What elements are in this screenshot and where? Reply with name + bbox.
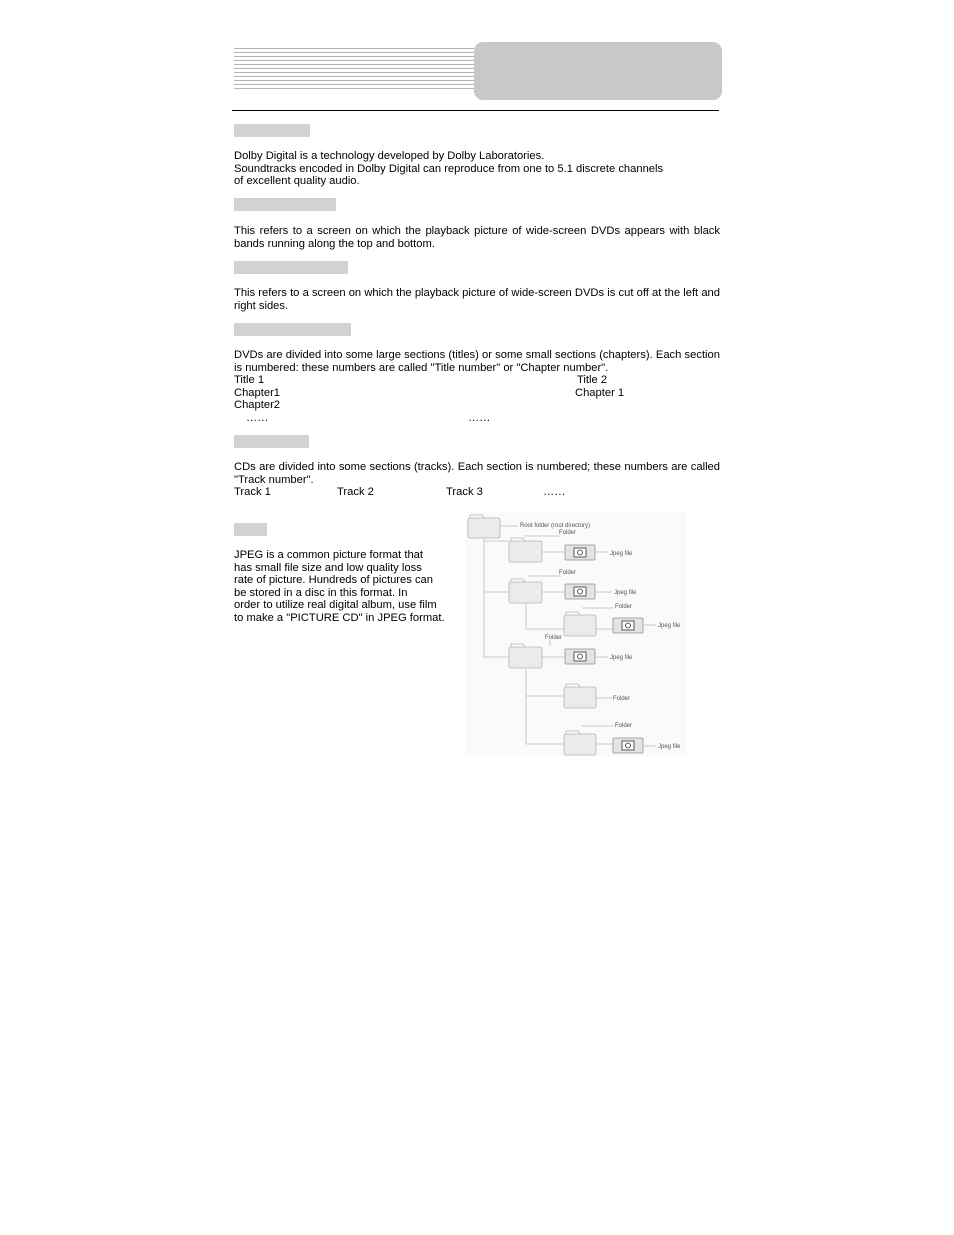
dolby-line-2: Soundtracks encoded in Dolby Digital can reproduce from one to 5.1 discrete channels <box>234 162 664 175</box>
jpeg-line-5: order to utilize real digital album, use film <box>234 599 437 611</box>
folder-icon <box>564 612 596 636</box>
jpeg-line-6: to make a "PICTURE CD" in JPEG format. <box>234 611 445 624</box>
header-decorative-lines <box>234 48 474 92</box>
folder-tree-diagram <box>466 512 686 756</box>
chapter-ellipsis-left: …… <box>246 411 269 424</box>
jpeg-file-icon <box>565 649 595 664</box>
title-chapter-paragraph: DVDs are divided into some large sections (titles) or some small sections (chapters). Each section is numbered: these numbers are called "Title number" or "Chapter number". <box>234 349 720 374</box>
track-2-label: Track 2 <box>337 486 374 498</box>
jpeg-line-4: be stored in a disc in this format. In <box>234 586 408 599</box>
jpeg-file-label: Jpeg file <box>610 551 633 557</box>
jpeg-file-icon <box>613 618 643 633</box>
folder-icon <box>564 684 596 708</box>
folder-icon <box>564 731 596 755</box>
dolby-line-3: of excellent quality audio. <box>234 175 360 187</box>
header-rule <box>232 110 719 111</box>
track-ellipsis: …… <box>543 486 566 498</box>
folder-label: Folder <box>545 635 563 641</box>
folder-label: Folder <box>559 570 577 576</box>
heading-bar-title-chapter <box>234 323 351 336</box>
jpeg-file-label: Jpeg file <box>614 590 637 596</box>
track-paragraph: CDs are divided into some sections (tracks). Each section is numbered; these numbers are called "Track number". <box>234 461 720 486</box>
jpeg-file-label: Jpeg file <box>658 744 681 750</box>
title-1-label: Title 1 <box>234 374 265 386</box>
dolby-line-1: Dolby Digital is a technology developed by Dolby Laboratories. <box>234 150 545 162</box>
folder-label: Folder <box>615 604 633 610</box>
chapter-ellipsis-right: …… <box>468 411 491 424</box>
panscan-paragraph: This refers to a screen on which the playback picture of wide-screen DVDs is cut off at the left and right sides. <box>234 287 720 312</box>
folder-label: Folder <box>559 530 577 536</box>
jpeg-line-2: has small file size and low quality loss <box>234 561 422 574</box>
jpeg-file-icon <box>565 545 595 560</box>
letterbox-paragraph: This refers to a screen on which the playback picture of wide-screen DVDs appears with black bands running along the top and bottom. <box>234 225 720 250</box>
heading-bar-dolby <box>234 124 310 137</box>
track-3-label: Track 3 <box>446 486 483 498</box>
chapter-1-label: Chapter1 <box>234 386 281 399</box>
jpeg-file-icon <box>613 738 643 753</box>
title-2-label: Title 2 <box>577 374 608 386</box>
heading-bar-panscan <box>234 261 348 274</box>
heading-bar-track <box>234 435 309 448</box>
folder-label: Folder <box>613 696 631 702</box>
chapter-1b-label: Chapter 1 <box>575 386 625 399</box>
heading-bar-jpeg <box>234 523 267 536</box>
folder-icon <box>509 579 542 603</box>
root-folder-icon <box>468 515 500 538</box>
root-folder-label: Root folder (root directory) <box>520 523 591 529</box>
folder-label: Folder <box>615 723 633 729</box>
heading-bar-letterbox <box>234 198 336 211</box>
jpeg-line-1: JPEG is a common picture format that <box>234 549 424 561</box>
jpeg-line-3: rate of picture. Hundreds of pictures can <box>234 574 433 586</box>
track-1-label: Track 1 <box>234 486 271 498</box>
jpeg-file-label: Jpeg file <box>658 623 681 629</box>
jpeg-file-label: Jpeg file <box>610 655 633 661</box>
header-title-tab <box>474 42 722 100</box>
folder-icon <box>509 538 542 562</box>
folder-icon <box>509 644 542 668</box>
jpeg-file-icon <box>565 584 595 599</box>
chapter-2-label: Chapter2 <box>234 399 281 411</box>
